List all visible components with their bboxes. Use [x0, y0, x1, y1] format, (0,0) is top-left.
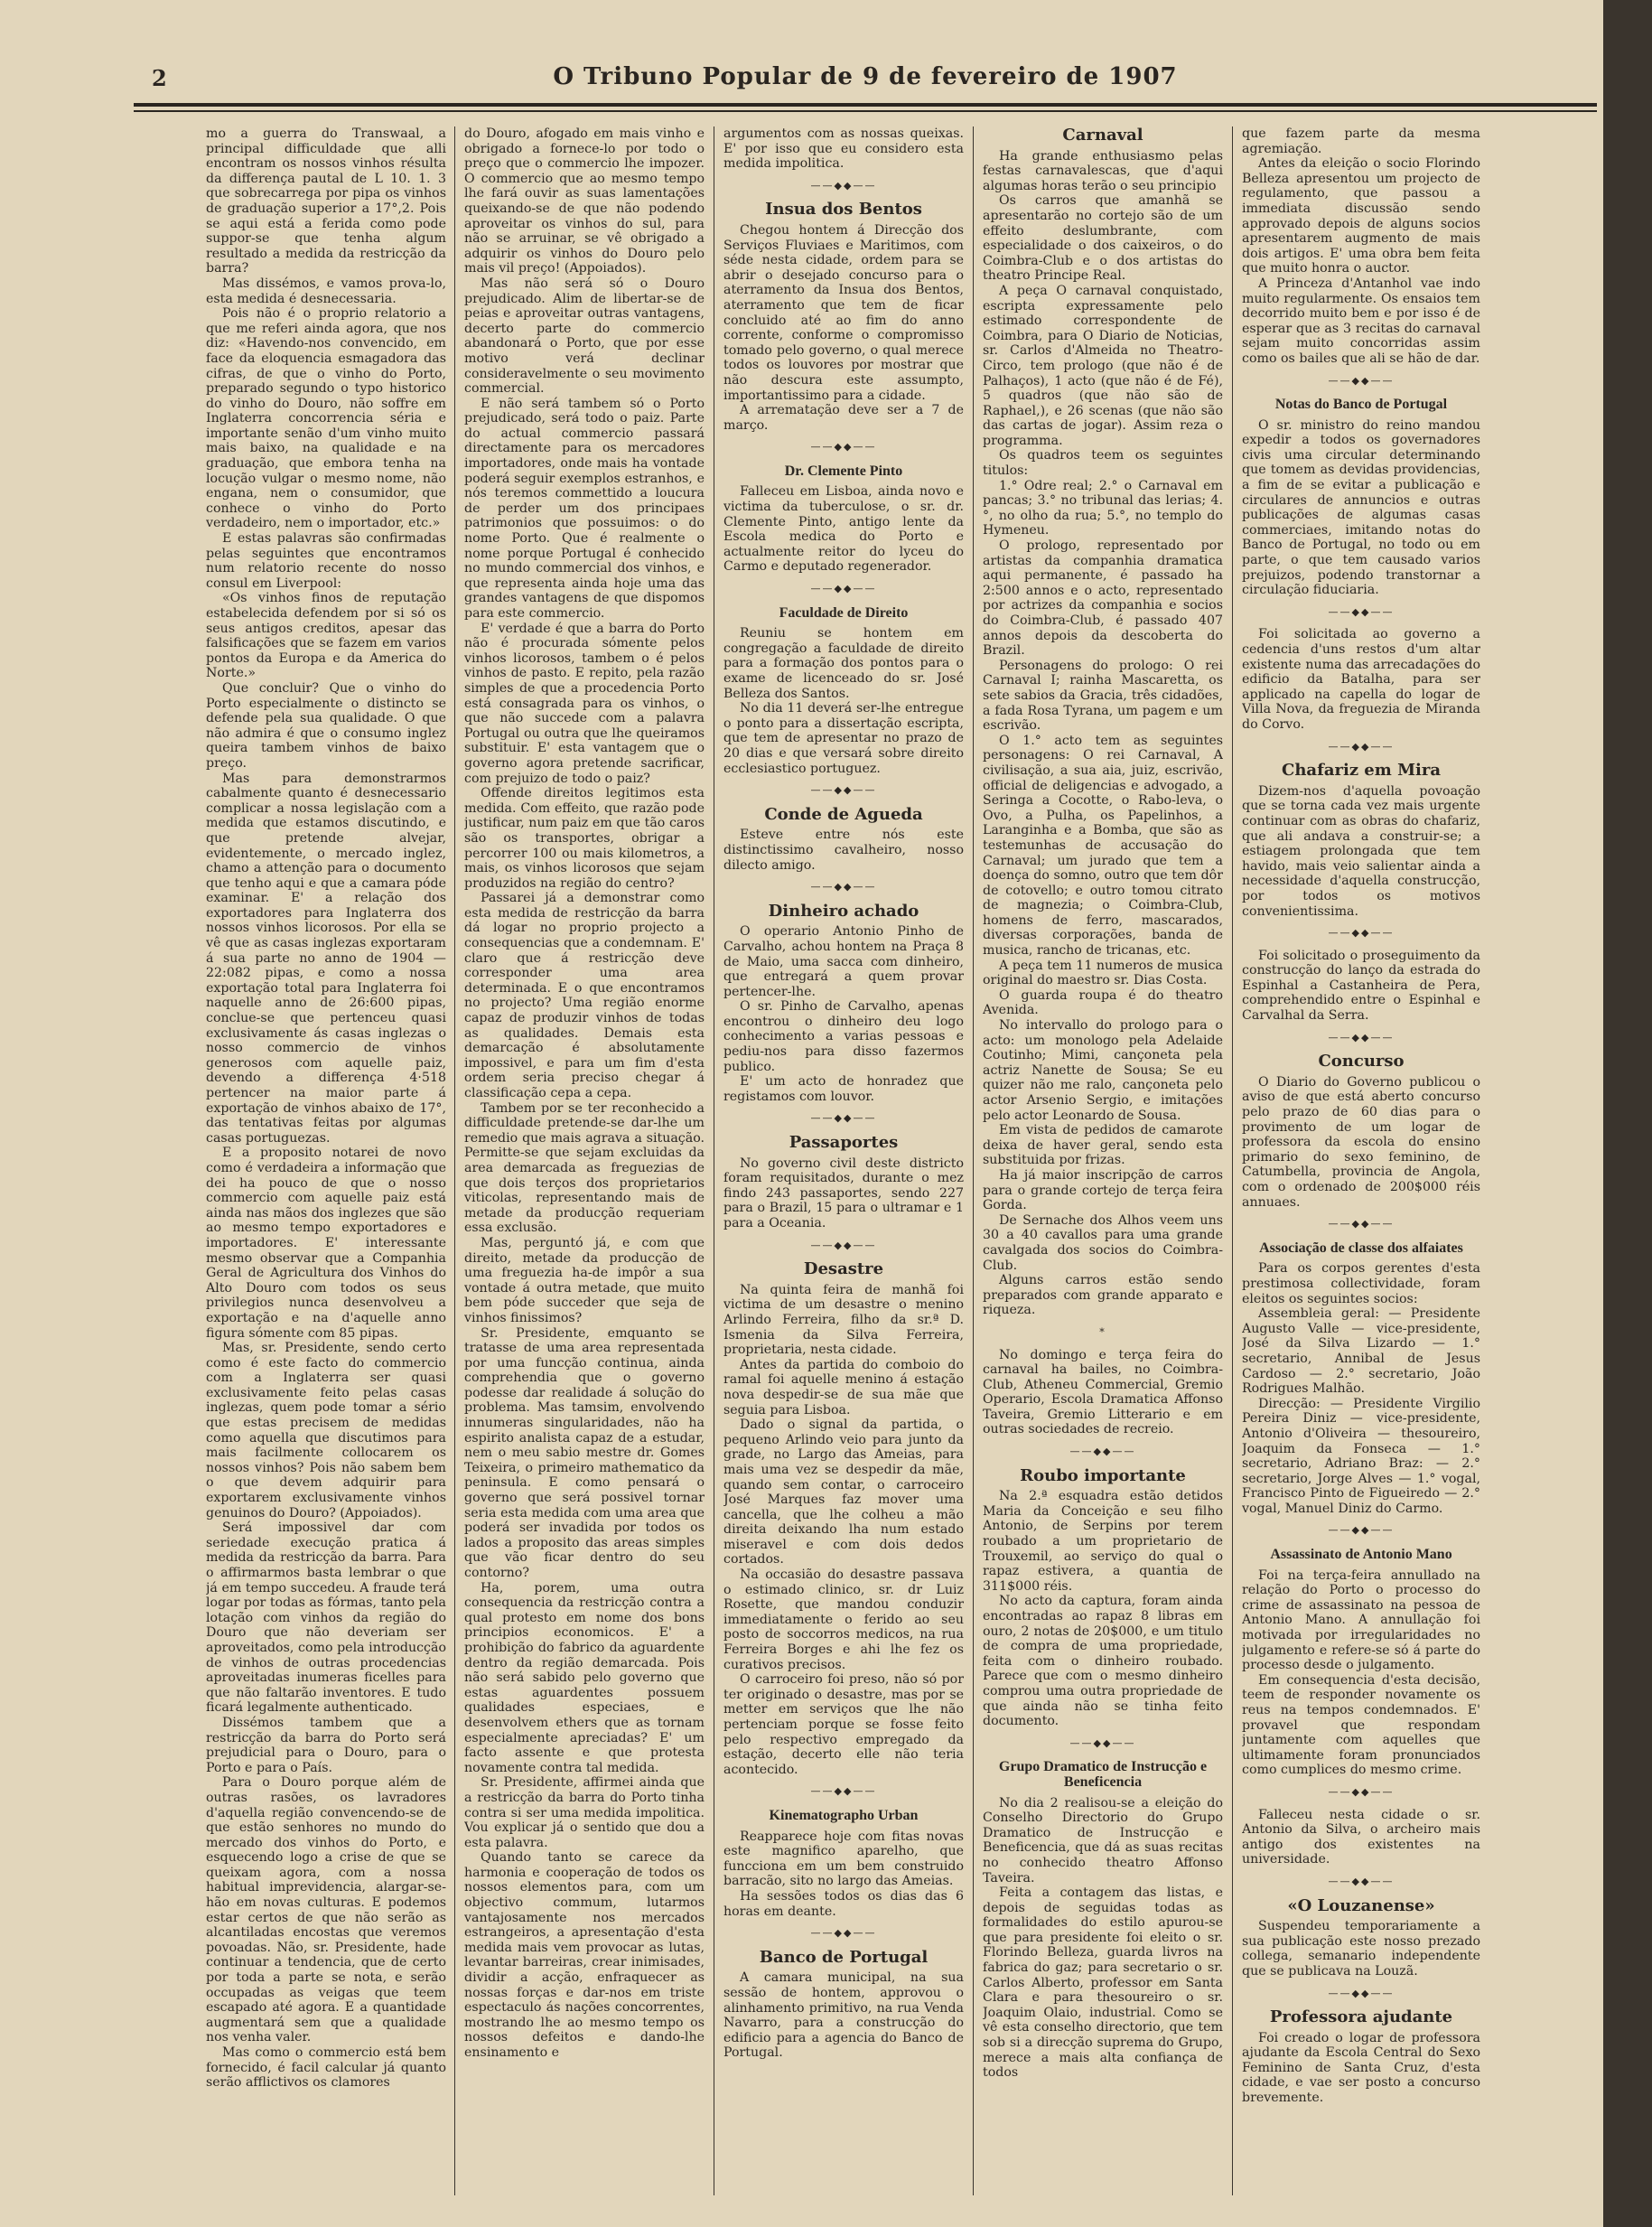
header-rule-thin: [134, 110, 1597, 112]
paragraph: Mas para demonstrarmos cabalmente quanto é desnecessario complicar a nossa legislação com a medida que estamos discutindo, e que pretende alvejar, evidentemente, o mercado inglez, chamo a attenção para o documento que tenho aqui e que a camara póde examinar. E' a relação dos exportadores para Inglaterra dos nossos vinhos licorosos. Por ella se vê que as casas inglezas exportaram á sua parte no anno de 1904 — 22:082 pipas, e como a nossa exportação total para Inglaterra foi naquelle anno de 26:600 pipas, conclue-se que pertenceu quasi exclusivamente ás casas inglezas o nosso commercio de vinhos generosos com aquelle paiz, devendo a differença 4·518 pertencer na maior parte á exportação de vinhos abaixo de 17°, das tentativas feitas por algumas casas portuguezas.: [206, 771, 446, 1146]
paragraph: O 1.° acto tem as seguintes personagens: O rei Carnaval, A civilisação, a sua aia, juiz, escrivão, official de deligencias e advogado, a Seringa a Cocotte, o Rabo-leva, o Ovo, a Pulha, os Papelinhos, a Laranginha e a Bomba, que são as testemunhas de accusação do Carnaval; um jurado que tem a doença do somno, outro que tem dôr de cotovello; e outro tomou citrato de magnezia; o Coimbra-Club, homens de ferro, mascarados, diversas corporações, banda de musica, rancho de tricanas, etc.: [983, 733, 1223, 959]
paragraph: Foi solicitada ao governo a cedencia d'uns restos d'um altar existente numa das arrecadações do edificio da Batalha, para ser applicado na capella do logar de Villa Nova, da freguezia de Miranda do Corvo.: [1242, 627, 1480, 732]
section-divider: *: [1099, 1325, 1106, 1338]
paragraph: Foi solicitado o proseguimento da construcção do lanço da estrada do Espinhal a Castanheira de Pera, comprehendido entre o Espinhal e Carvalhal da Serra.: [1242, 948, 1480, 1024]
paragraph: Assembleia geral: — Presidente Augusto Valle — vice-presidente, José da Silva Lizardo — 1.° secretario, Annibal de Jesus Cardoso — 2.° secretario, João Rodrigues Malhão.: [1242, 1306, 1480, 1397]
paragraph: Mas, sr. Presidente, sendo certo como é este facto do commercio com a Inglaterra ser quasi exclusivamente feito pelas casas inglezas, quem pode tomar a sério que estas precisem de medidas como aquella que discutimos para mais facilmente collocarem os nossos vinhos? Pois não sabem bem o que devem adquirir para exportarem exclusivamente vinhos genuinos do Douro? (Appoiados).: [206, 1341, 446, 1521]
page-edge: [1603, 0, 1652, 2227]
headline-faculdade-de-direito: Faculdade de Direito: [779, 604, 909, 621]
headline-kinematographo-urban: Kinematographo Urban: [769, 1807, 919, 1823]
column-rule: [1232, 126, 1233, 2195]
paragraph: O operario Antonio Pinho de Carvalho, achou hontem na Praça 8 de Maio, uma sacca com dinheiro, que entregará a quem provar pertencer-lhe.: [723, 924, 964, 999]
paragraph: Mas, perguntó já, e com que direito, metade da producção de uma freguezia ha-de impôr a sua vontade á outra metade, que muito bem póde succeder que seja de vinhos finissimos?: [464, 1235, 705, 1325]
paragraph: Antes da eleição o socio Florindo Belleza apresentou um projecto de regulamento, que passou a immediata discussão sendo approvado depois de alguns socios apresentarem augmento de mais dois artigos. E' uma obra bem feita que muito honra o auctor.: [1242, 156, 1480, 276]
headline-concurso: Concurso: [1318, 1052, 1405, 1071]
headline-conde-de-agueda: Conde de Agueda: [764, 804, 923, 824]
headline-carnaval: Carnaval: [1062, 126, 1143, 145]
column-rule: [973, 126, 974, 2195]
headline-banco-de-portugal: Banco de Portugal: [759, 1947, 929, 1967]
paragraph: Mas como o commercio está bem fornecido, é facil calcular já quanto serão afflictivos os clamores: [206, 2045, 446, 2091]
paragraph: Mas dissémos, e vamos prova-lo, esta medida é desnecessaria.: [206, 276, 446, 306]
paragraph: Ha, porem, uma outra consequencia da restricção contra a qual protesto em nome dos bons principios economicos. E' a prohibição do fabrico da aguardente dentro da região demarcada. Pois não será sabido pelo governo que estas aguardentes possuem qualidades especiaes, e desenvolvem ethers que as tornam especialmente apreciadas? E' um facto assente e que protesta novamente contra tal medida.: [464, 1580, 705, 1775]
paragraph: A arrematação deve ser a 7 de março.: [723, 403, 964, 433]
section-divider: ——◆◆——: [810, 1239, 877, 1251]
column-3: [723, 126, 964, 2195]
paragraph: que fazem parte da mesma agremiação.: [1242, 126, 1480, 156]
headline-o-louzanense: «O Louzanense»: [1287, 1895, 1435, 1915]
headline-assassinato: Assassinato de Antonio Mano: [1270, 1547, 1452, 1563]
section-divider: ——◆◆——: [1328, 1785, 1395, 1798]
page-header: [134, 61, 1597, 98]
section-divider: ——◆◆——: [1328, 740, 1395, 753]
paragraph: Antes da partida do comboio do ramal foi aquelle menino á estação nova despedir-se de sua mãe que seguia para Lisboa.: [723, 1357, 964, 1418]
paragraph: Feita a contagem das listas, e depois de seguidas todas as formalidades do estilo apurou-se que para presidente foi eleito o sr. Florindo Belleza, guarda livros na fabrica do gaz; para secretario o sr. Carlos Alberto, professor em Santa Clara e para thesoureiro o sr. Joaquim Olaio, industrial. Como se vê esta conselho directorio, que tem sob si a direcção suprema do Grupo, merece a mais alta confiança de todos: [983, 1885, 1223, 2081]
paragraph: E' verdade é que a barra do Porto não é procurada sómente pelos vinhos licorosos, tambem o é pelos vinhos de pasto. E repito, pela razão simples de que a procedencia Porto está consagrada para os vinhos, o que não succede com a palavra Portugal ou outra que lhe queiramos substituir. E' esta vantagem que o governo agora pretende sacrificar, com prejuizo de todo o paiz?: [464, 621, 705, 786]
paragraph: Os quadros teem os seguintes titulos:: [983, 448, 1223, 479]
paragraph: Sr. Presidente, emquanto se tratasse de uma area representada por uma funcção continua, ainda comprehendia que o governo podesse dar realidade á solução do problema. Mas tamsim, envolvendo innumeras singularidades, não ha espirito analista capaz de a estudar, nem o meu sabio mestre dr. Gomes Teixeira, o primeiro mathematico da peninsula. E como pensará o governo que será possivel tornar seria esta medida com uma area que poderá ser invadida por todos os lados a proposito das areas simples que vão ficar dentro do seu contorno?: [464, 1325, 705, 1580]
paragraph: Offende direitos legitimos esta medida. Com effeito, que razão pode justificar, num paiz em que tão caros são os transportes, obrigar a percorrer 100 ou mais kilometros, a mais, os vinhos licorosos que sejam produzidos na região do centro?: [464, 786, 705, 891]
paragraph: E não será tambem só o Porto prejudicado, será todo o paiz. Parte do actual commercio passará directamente para os mercadores importadores, onde mais ha vontade poderá seguir exemplos estranhos, e nós teremos commettido a loucura de perder um dos principaes patrimonios que possuimos: o do nome Porto. Que é realmente o nome porque Portugal é conhecido no mundo commercial dos vinhos, e que representa ainda hoje uma das grandes vantagens de que dispomos para este commercio.: [464, 396, 705, 621]
page-number: 2: [152, 65, 167, 91]
paragraph: O Diario do Governo publicou o aviso de que está aberto concurso pelo prazo de 60 dias para o provimento de um logar de professora da escola do ensino primario do sexo feminino, de Catumbella, provincia de Angola, com o ordenado de 200$000 réis annuaes.: [1242, 1074, 1480, 1210]
paragraph: 1.° Odre real; 2.° o Carnaval em pancas; 3.° no tribunal das lerias; 4.°, no olho da rua; 5.°, no templo do Hymeneu.: [983, 478, 1223, 538]
paragraph: Reuniu se hontem em congregação a faculdade de direito para a formação dos pontos para o exame de licenceado do sr. José Belleza dos Santos.: [723, 626, 964, 701]
section-divider: ——◆◆——: [810, 583, 877, 595]
paragraph: E estas palavras são confirmadas pelas seguintes que encontramos num relatorio recente do nosso consul em Liverpool:: [206, 531, 446, 591]
column-5: [1242, 126, 1480, 2195]
section-divider: ——◆◆——: [810, 881, 877, 894]
header-rule: [134, 103, 1597, 107]
paragraph: Em vista de pedidos de camarote deixa de haver geral, sendo esta substituida por frizas.: [983, 1123, 1223, 1168]
paragraph: Pois não é o proprio relatorio a que me referi ainda agora, que nos diz: «Havendo-nos convencido, em face da eloquencia esmagadora das cifras, de que o vinho do Porto, preparado segundo o typo historico do vinho do Douro, não soffre em Inglaterra concorrencia séria e importante senão d'um vinho muito mais baixo, na qualidade e na graduação, que embora tenha na locução vulgar o mesmo nome, não engana, nem o consumidor, que conhece o vinho do Porto verdadeiro, nem o importador, etc.»: [206, 306, 446, 531]
section-divider: ——◆◆——: [1069, 1446, 1136, 1458]
paragraph: Falleceu nesta cidade o sr. Antonio da Silva, o archeiro mais antigo dos existentes na universidade.: [1242, 1807, 1480, 1867]
paragraph: Personagens do prologo: O rei Carnaval I; rainha Mascaretta, os sete sabios da Gracia, três cidadões, a fada Rosa Tyrana, um pagem e um escrivão.: [983, 658, 1223, 734]
section-divider: ——◆◆——: [1328, 1875, 1395, 1887]
paragraph: Foi creado o logar de professora ajudante da Escola Central do Sexo Feminino de Santa Cruz, d'esta cidade, e vae ser posto a concurso brevemente.: [1242, 2030, 1480, 2106]
paragraph: O carroceiro foi preso, não só por ter originado o desastre, mas por se metter em serviços que lhe não pertenciam porque se fosse feito pelo respectivo empregado da estação, decerto elle não teria acontecido.: [723, 1672, 964, 1777]
section-divider: ——◆◆——: [810, 784, 877, 797]
paragraph: O guarda roupa é do theatro Avenida.: [983, 987, 1223, 1018]
paragraph: Os carros que amanhã se apresentarão no cortejo são de um effeito deslumbrante, com especialidade o dos caixeiros, o do Coimbra-Club e o dos artistas do theatro Principe Real.: [983, 193, 1223, 284]
paragraph: Que concluir? Que o vinho do Porto especialmente o distincto se defende pela sua qualidade. O que não admira é que o consumo inglez queira tambem vinhos de baixo preço.: [206, 680, 446, 771]
headline-roubo-importante: Roubo importante: [1020, 1465, 1186, 1485]
masthead-title: O Tribuno Popular de 9 de fevereiro de 1907: [553, 63, 1178, 90]
paragraph: Em consequencia d'esta decisão, teem de responder novamente os reus na tempos condemnados. E' provavel que respondam juntamente com aquelles que ultimamente foram pronunciados como cumplices do mesmo crime.: [1242, 1672, 1480, 1778]
paragraph: Na quinta feira de manhã foi victima de um desastre o menino Arlindo Ferreira, filho da sr.ª D. Ismenia da Silva Ferreira, proprietaria, nesta cidade.: [723, 1282, 964, 1358]
paragraph: No dia 11 deverá ser-lhe entregue o ponto para a dissertação escripta, que tem de apresentar no prazo de 20 dias e que versará sobre direito ecclesiastico portuguez.: [723, 701, 964, 776]
paragraph: No intervallo do prologo para o acto: um monologo pela Adelaide Coutinho; Mimi, cançoneta pela actriz Nanette de Sousa; Se eu quizer não me ralo, cançoneta pelo actor Arsenio Sergio, e imitações pelo actor Leonardo de Sousa.: [983, 1018, 1223, 1123]
paragraph: A camara municipal, na sua sessão de hontem, approvou o alinhamento primitivo, na rua Venda Navarro, para a construcção do edificio para a agencia do Banco de Portugal.: [723, 1970, 964, 2061]
headline-associacao-alfaiates: Associação de classe dos alfaiates: [1259, 1240, 1463, 1256]
headline-passaportes: Passaportes: [789, 1133, 899, 1153]
paragraph: No dia 2 realisou-se a eleição do Conselho Directorio do Grupo Dramatico de Instrucção e Beneficencia, que dá as suas recitas no conhecido theatro Affonso Taveira.: [983, 1795, 1223, 1885]
paragraph: No domingo e terça feira do carnaval ha bailes, no Coimbra-Club, Atheneu Commercial, Gremio Operario, Escola Dramatica Affonso Taveira, Gremio Litterario e em outras sociedades de recreio.: [983, 1347, 1223, 1437]
paragraph: E' um acto de honradez que registamos com louvor.: [723, 1074, 964, 1104]
headline-insua-dos-bentos: Insua dos Bentos: [765, 200, 922, 220]
paragraph: A Princeza d'Antanhol vae indo muito regularmente. Os ensaios tem decorrido muito bem e por isso é de esperar que as 3 recitas do carnaval sejam muito concorridas assim como os bailes que ali se hão de dar.: [1242, 276, 1480, 366]
section-divider: ——◆◆——: [810, 1785, 877, 1798]
paragraph: Suspendeu temporariamente a sua publicação este nosso prezado collega, semanario independente que se publicava na Louzã.: [1242, 1919, 1480, 1979]
paragraph: Dado o signal da partida, o pequeno Arlindo veio para junto da grade, no Largo das Ameias, para mais uma vez se despedir da mãe, quando sem contar, o carroceiro José Marques faz mover uma cancella, que lhe colheu a mão direita deixando lha num estado miseravel e com dois dedos cortados.: [723, 1418, 964, 1567]
headline-desastre: Desastre: [803, 1259, 884, 1279]
paragraph: O prologo, representado por artistas da companhia dramatica aqui permanente, é passado ha 2:500 annos e o acto, representado por actrizes da companhia e socios do Coimbra-Club, é passado 407 annos depois da descoberta do Brazil.: [983, 538, 1223, 659]
paragraph: No acto da captura, foram ainda encontradas ao rapaz 8 libras em ouro, 2 notas de 20$000, e um titulo de compra de uma propriedade, feita com o dinheiro roubado. Parece que com o mesmo dinheiro comprou uma outra propriedade de que ainda não se tinha feito documento.: [983, 1594, 1223, 1729]
paragraph: «Os vinhos finos de reputação estabelecida defendem por si só os seus antigos creditos, apesar das falsificações que se fazem em varios pontos da Europa e da America do Norte.»: [206, 591, 446, 681]
paragraph: Ha já maior inscripção de carros para o grande cortejo de terça feira Gorda.: [983, 1167, 1223, 1213]
paragraph: Dissémos tambem que a restricção da barra do Porto será prejudicial para o Douro, para o Porto e para o País.: [206, 1715, 446, 1775]
paragraph: De Sernache dos Alhos veem uns 30 a 40 cavallos para uma grande cavalgada dos socios do Coimbra-Club.: [983, 1212, 1223, 1273]
paragraph: mo a guerra do Transwaal, a principal difficuldade que alli encontram os nossos vinhos résulta da differença pautal de L 10. 1. 3 que sobrecarrega por pipa os vinhos de graduação superior a 17°,2. Pois se aqui está a ferida como pode suppor-se que tenha algum resultado a medida da restricção da barra?: [206, 126, 446, 276]
paragraph: A peça tem 11 numeros de musica original do maestro sr. Dias Costa.: [983, 958, 1223, 988]
paragraph: Para os corpos gerentes d'esta prestimosa collectividade, foram eleitos os seguintes socios:: [1242, 1261, 1480, 1306]
paragraph: Mas não será só o Douro prejudicado. Alim de libertar-se de peias e aproveitar outras vantagens, decerto parte do commercio abandonará o Porto, que por esse motivo verá declinar consideravelmente o seu movimento commercial.: [464, 276, 705, 397]
section-divider: ——◆◆——: [810, 441, 877, 454]
section-divider: ——◆◆——: [810, 1112, 877, 1125]
paragraph: Ha sessões todos os dias das 6 horas em deante.: [723, 1888, 964, 1919]
section-divider: ——◆◆——: [1328, 1031, 1395, 1043]
paragraph: Falleceu em Lisboa, ainda novo e victima da tuberculose, o sr. dr. Clemente Pinto, antigo lente da Escola medica do Porto e actualmente reitor do lyceu do Carmo e deputado regenerador.: [723, 484, 964, 575]
section-divider: ——◆◆——: [1328, 927, 1395, 940]
paragraph: Alguns carros estão sendo preparados com grande apparato e riqueza.: [983, 1273, 1223, 1318]
paragraph: do Douro, afogado em mais vinho e obrigado a fornece-lo por todo o preço que o commercio lhe impozer. O commercio que ao mesmo tempo lhe fará ouvir as suas lamentações queixando-se de que não podendo aproveitar os vinhos do sul, para não se arruinar, se vê obrigado a adquirir os vinhos do Douro pelo mais vil preço! (Appoiados).: [464, 126, 705, 276]
column-4: [983, 126, 1223, 2195]
paragraph: Tambem por se ter reconhecido a difficuldade pretende-se dar-lhe um remedio que mais agrava a situação. Permitte-se que sejam excluidas da area demarcada as freguezias de que dois terços dos proprietarios viticolas, representando mais de metade da producção requeriam essa exclusão.: [464, 1100, 705, 1236]
section-divider: ——◆◆——: [1069, 1736, 1136, 1749]
section-divider: ——◆◆——: [1328, 374, 1395, 387]
paragraph: Reapparece hoje com fitas novas este magnifico aparelho, que funcciona em um bem construido barracão, sito no largo das Ameias.: [723, 1829, 964, 1889]
paragraph: O sr. ministro do reino mandou expedir a todos os governadores civis uma circular determinando que tomem as devidas providencias, a fim de se evitar a publicação e circulares de annuncios e outras publicações de algumas casas commerciaes, imitando notas do Banco de Portugal, no todo ou em parte, o que tem causado varios prejuizos, podendo transtornar a circulação fiduciaria.: [1242, 417, 1480, 598]
headline-professora-ajudante: Professora ajudante: [1269, 2007, 1453, 2027]
paragraph: E a proposito notarei de novo como é verdadeira a informação que dei ha pouco de que o nosso commercio com aquelle paiz está ainda nas mãos dos inglezes que são ao mesmo tempo exportadores e importadores. E' interessante mesmo observar que a Companhia Geral de Agricultura dos Vinhos do Alto Douro com todos os seus privilegios nunca desenvolveu a exportação e na d'aquelle anno figura sómente com 85 pipas.: [206, 1146, 446, 1341]
paragraph: Chegou hontem á Direcção dos Serviços Fluviaes e Maritimos, com séde nesta cidade, ordem para se abrir o desejado concurso para o aterramento da Insua dos Bentos, aterramento que tem de ficar concluido até ao fim do anno corrente, conforme o compromisso tomado pelo governo, o qual merece todos os louvores por mostrar que não descura este assumpto, importantissimo para a cidade.: [723, 222, 964, 403]
headline-notas-do-banco: Notas do Banco de Portugal: [1274, 397, 1448, 413]
section-divider: ——◆◆——: [1328, 1218, 1395, 1230]
paragraph: Sr. Presidente, affirmei ainda que a restricção da barra do Porto tinha contra si ser uma medida impolitica. Vou explicar já o sentido que dou a esta palavra.: [464, 1775, 705, 1850]
paragraph: Passarei já a demonstrar como esta medida de restricção da barra dá logar no proprio projecto a consequencias que a condemnam. E' claro que á restricção deve corresponder uma area determinada. E o que encontramos no projecto? Uma região enorme capaz de produzir vinhos de todas as qualidades. Demais esta demarcação é absolutamente impossivel, e para um fim d'esta ordem seria preciso chegar á classificação cepa a cepa.: [464, 891, 705, 1100]
headline-grupo-dramatico: Grupo Dramatico de Instrucção e Beneficencia: [998, 1759, 1208, 1790]
section-divider: ——◆◆——: [1328, 605, 1395, 618]
headline-chafariz-em-mira: Chafariz em Mira: [1282, 761, 1441, 781]
section-divider: ——◆◆——: [810, 179, 877, 192]
paragraph: O sr. Pinho de Carvalho, apenas encontrou o dinheiro deu logo conhecimento a varias pessoas e pediu-nos para disso fazermos publico.: [723, 999, 964, 1074]
paragraph: argumentos com as nossas queixas. E' por isso que eu considero esta medida impolitica.: [723, 126, 964, 172]
paragraph: No governo civil deste districto foram requisitados, durante o mez findo 243 passaportes, sendo 227 para o Brazil, 15 para o ultramar e 1 para a Oceania.: [723, 1156, 964, 1230]
paragraph: Ha grande enthusiasmo pelas festas carnavalescas, que d'aqui algumas horas terão o seu principio: [983, 148, 1223, 193]
headline-dr-clemente-pinto: Dr. Clemente Pinto: [784, 463, 903, 479]
paragraph: Foi na terça-feira annullado na relação do Porto o processo do crime de assassinato na pessoa de Antonio Mano. A annullação foi motivada por irregularidades no julgamento e refere-se só á parte do processo desde o julgamento.: [1242, 1567, 1480, 1673]
paragraph: Dizem-nos d'aquella povoação que se torna cada vez mais urgente continuar com as obras do chafariz, que ali andava a construir-se; a estiagem prolongada que tem havido, mais veio salientar ainda a necessidade d'aquella construcção, por todos os motivos convenientissima.: [1242, 783, 1480, 919]
paragraph: Na 2.ª esquadra estão detidos Maria da Conceição e seu filho Antonio, de Serpins por terem roubado a um proprietario de Trouxemil, ao serviço do qual o rapaz estivera, a quantia de 311$000 réis.: [983, 1489, 1223, 1594]
paragraph: Na occasião do desastre passava o estimado clinico, sr. dr Luiz Rosette, que mandou conduzir immediatamente o ferido ao seu posto de soccorros medicos, na rua Ferreira Borges e ahi lhe fez os curativos precisos.: [723, 1567, 964, 1672]
paragraph: Quando tanto se carece da harmonia e cooperação de todos os nossos elementos para, com um objectivo commum, lutarmos vantajosamente nos mercados estrangeiros, a apresentação d'esta medida mais vem provocar as lutas, levantar barreiras, crear inimisades, dividir a acção, enfraquecer as nossas forças e dar-nos em triste espectaculo ás nações concorrentes, mostrando lhe ao mesmo tempo os nossos defeitos e dando-lhe ensinamento e: [464, 1850, 705, 2060]
section-divider: ——◆◆——: [1328, 1524, 1395, 1537]
headline-dinheiro-achado: Dinheiro achado: [768, 901, 919, 921]
column-2: [464, 126, 705, 2195]
paragraph: Para o Douro porque além de outras rasões, os lavradores d'aquella região convencendo-se de que estão senhores no mundo do mercado dos vinhos do Porto, e esquecendo logo a crise de que se queixam agora, com a nossa habitual imprevidencia, alargar-se-hão em novas culturas. E podemos estar certos de que não serão as alcantiladas encostas que veremos povoadas. Não, sr. Presidente, hade continuar a tendencia, que de certo por toda a parte se nota, e serão occupadas as veigas que teem escapado até agora. E a quantidade augmentará sem que a qualidade nos venha valer.: [206, 1775, 446, 2045]
column-rule: [454, 126, 455, 2195]
paragraph: A peça O carnaval conquistado, escripta expressamente pelo estimado correspondente de Coimbra, para O Diario de Noticias, sr. Carlos d'Almeida no Theatro-Circo, tem prologo (que não é de Palhaços), 1 acto (que não é de Fé), 5 quadros (que não são de Raphael,), e 26 scenas (que não são das cartas de jogar). Assim reza o programma.: [983, 283, 1223, 448]
section-divider: ——◆◆——: [810, 1927, 877, 1940]
paragraph: Esteve entre nós este distinctissimo cavalheiro, nosso dilecto amigo.: [723, 828, 964, 873]
paragraph: Será impossivel dar com seriedade execução pratica á medida da restricção da barra. Para o affirmarmos basta lembrar o que já em tempo succedeu. A fraude terá logar por todas as fórmas, tanto pela lotação com vinhos da região do Douro que não deveriam ser aproveitados, como pela introducção de vinhos de outras procedencias aproveitadas inumeras ficelles para que não faltarão inventores. E tudo ficará legalmente authenticado.: [206, 1521, 446, 1716]
section-divider: ——◆◆——: [1328, 1987, 1395, 1999]
paragraph: Direcção: — Presidente Virgilio Pereira Diniz — vice-presidente, Antonio d'Oliveira — thesoureiro, Joaquim da Fonseca — 1.° secretario, Adriano Braz: — 2.° secretario, Jorge Alves — 1.° vogal, Francisco Pinto de Figueiredo — 2.° vogal, Manuel Diniz do Carmo.: [1242, 1396, 1480, 1516]
column-1: [206, 126, 446, 2195]
